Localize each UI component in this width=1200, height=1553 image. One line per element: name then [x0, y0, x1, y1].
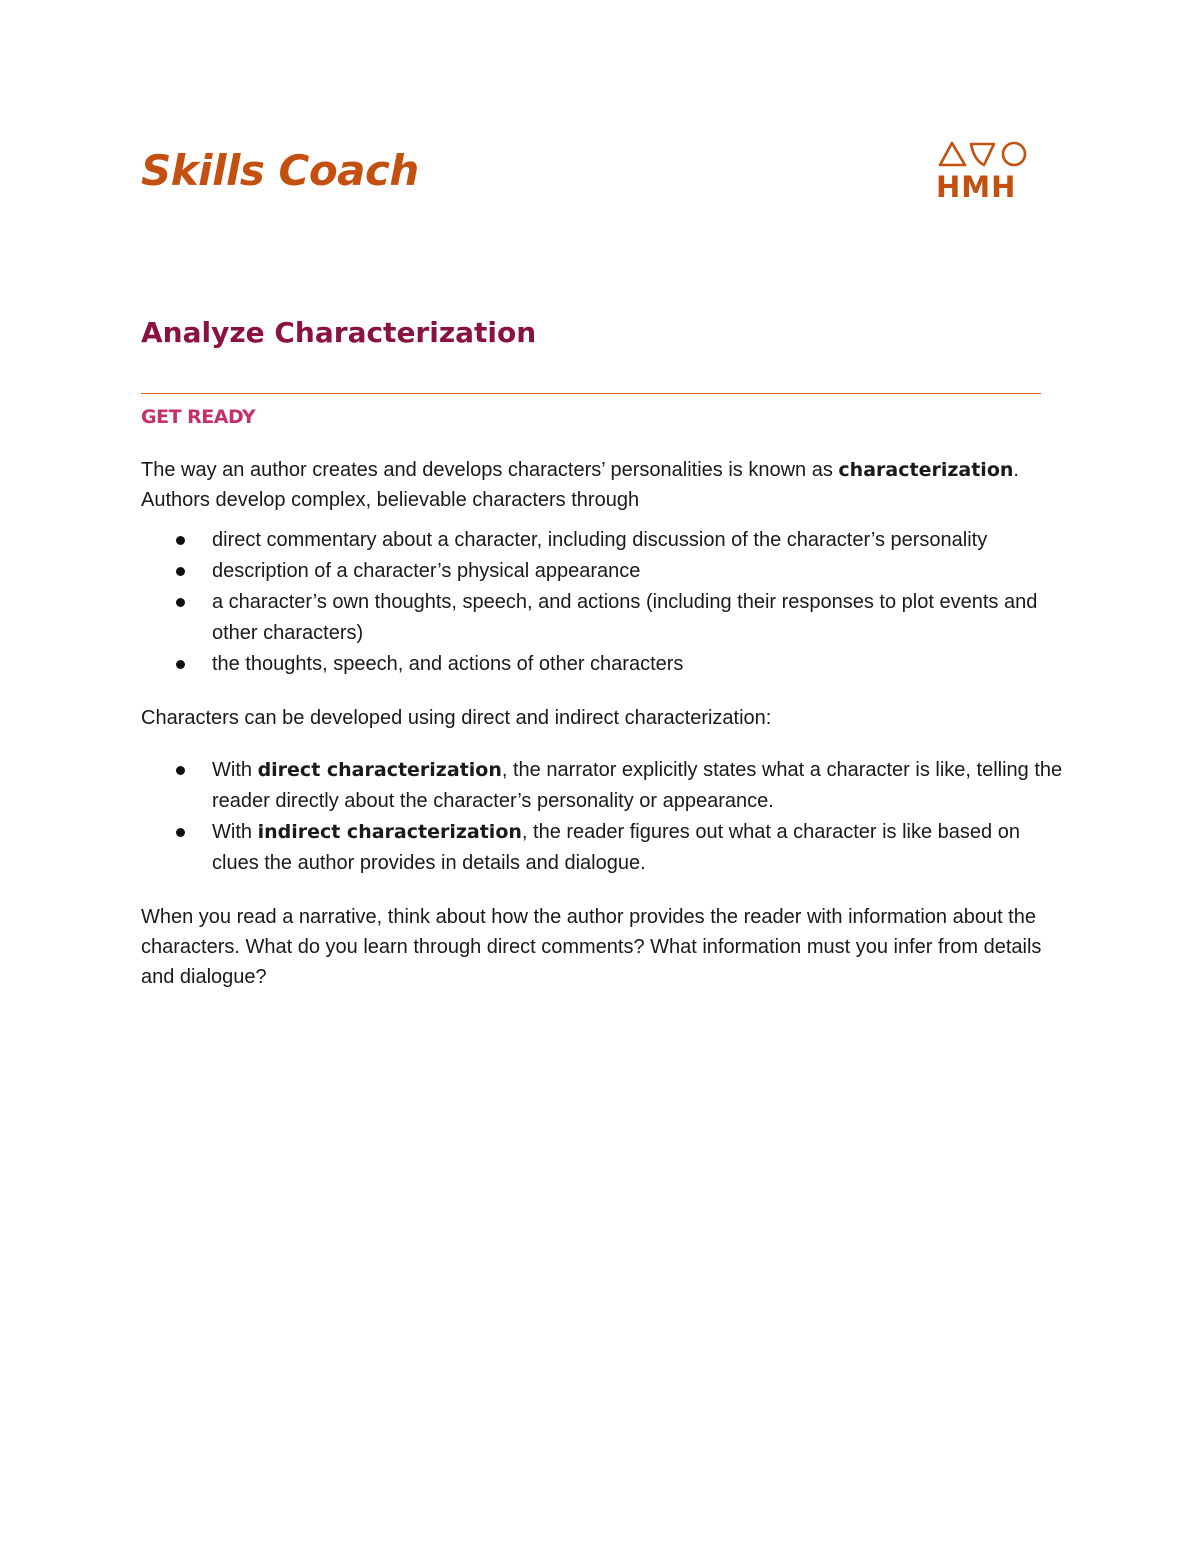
bullet-icon — [176, 828, 185, 837]
list-item — [141, 755, 1071, 817]
list-item — [141, 817, 1071, 879]
leaf-icon — [971, 144, 994, 165]
section-heading: Analyze Characterization — [141, 316, 537, 349]
logo-shapes — [938, 140, 1028, 168]
list-item-text: description of a character’s physical appearance — [212, 560, 641, 582]
list-item-text: , the reader figures out what a character is like based on clues the author provides in details and dialogue. — [212, 821, 1020, 874]
bullet-icon — [176, 766, 185, 775]
list-item — [141, 649, 1071, 680]
hmh-logo — [936, 140, 1030, 206]
list-item-text: direct commentary about a character, including discussion of the character’s personality — [212, 529, 988, 551]
intro-text-before: The way an author creates and develops characters’ personalities is known as — [141, 459, 839, 481]
get-ready-subheading: GET READY — [141, 406, 256, 428]
key-term-direct: direct characterization — [257, 759, 502, 781]
triangle-icon — [940, 143, 965, 165]
list-item-prefix: With — [212, 759, 258, 781]
list-item-text: a character’s own thoughts, speech, and actions (including their responses to plot events and other characters) — [212, 591, 1038, 644]
characterization-methods-list — [141, 525, 1071, 680]
bullet-icon — [176, 536, 185, 545]
intro-key-term: characterization — [838, 459, 1014, 481]
characterization-types-list — [141, 755, 1071, 879]
list-item-prefix: With — [212, 821, 258, 843]
key-term-indirect: indirect characterization — [257, 821, 522, 843]
list-item — [141, 587, 1071, 649]
bullet-icon — [176, 660, 185, 669]
circle-icon — [1003, 143, 1025, 165]
bullet-icon — [176, 598, 185, 607]
closing-paragraph: When you read a narrative, think about how the author provides the reader with information about the characters. What do you learn through direct comments? What information must you infer from details and dialogue? — [141, 906, 1042, 988]
types-intro-paragraph: Characters can be developed using direct and indirect characterization: — [141, 707, 772, 729]
list-item — [141, 556, 1071, 587]
list-item-text: , the narrator explicitly states what a character is like, telling the reader directly about the character’s personality or appearance. — [212, 759, 1063, 812]
bullet-icon — [176, 567, 185, 576]
logo-text: HMH — [936, 170, 1017, 204]
document-title: Skills Coach — [141, 146, 419, 195]
list-item — [141, 525, 1071, 556]
intro-paragraph — [141, 455, 1071, 515]
intro-text-after: . Authors develop complex, believable characters through — [141, 459, 1019, 511]
list-item-text: the thoughts, speech, and actions of other characters — [212, 653, 684, 675]
section-divider — [141, 393, 1041, 394]
